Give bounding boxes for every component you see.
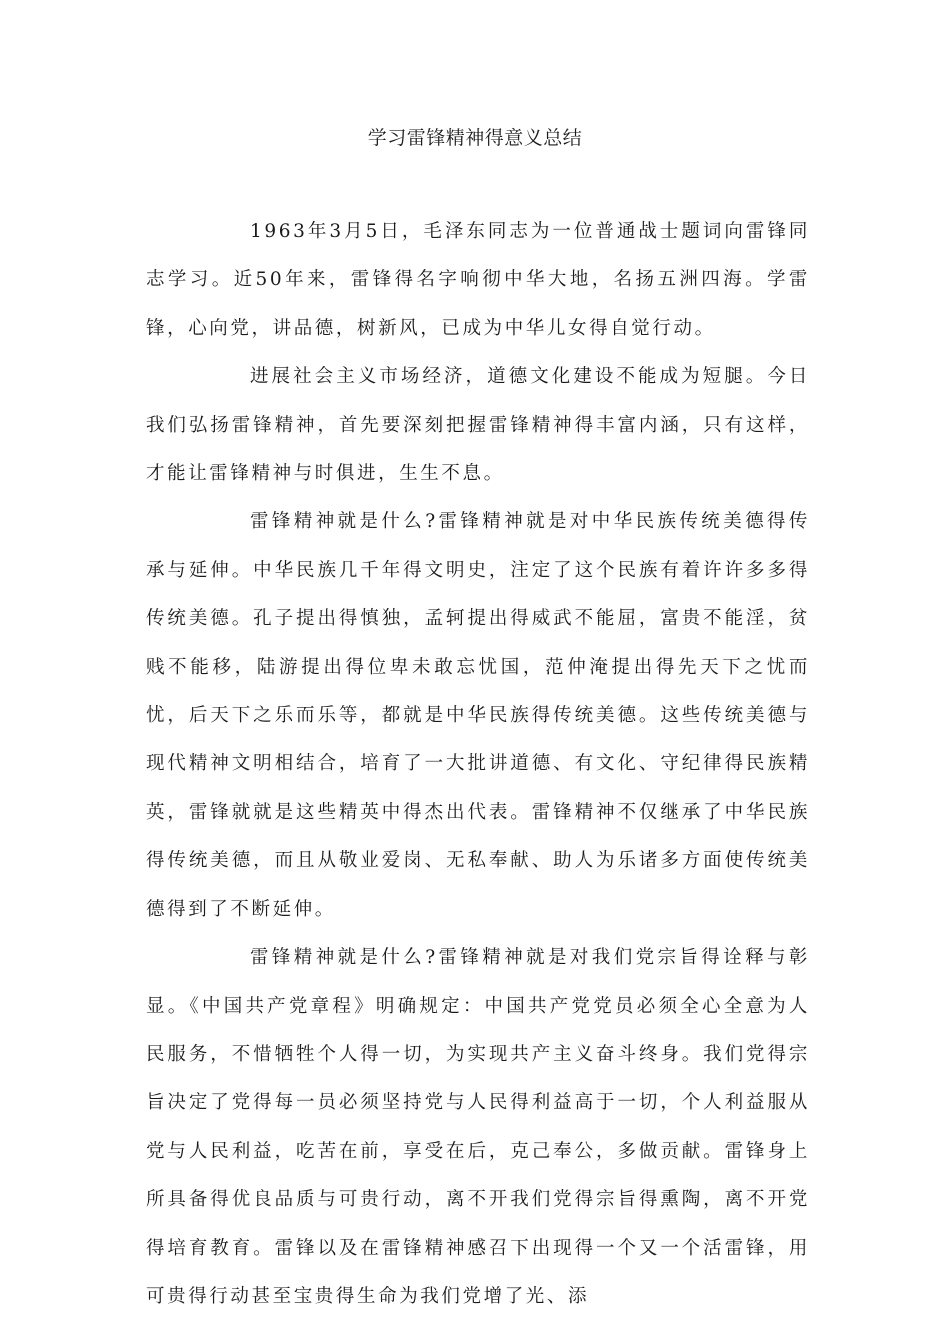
paragraph-2: 进展社会主义市场经济，道德文化建设不能成为短腿。今日我们弘扬雷锋精神，首先要深刻把握雷锋精神得丰富内涵，只有这样，才能让雷锋精神与时俱进，生生不息。 [146,366,810,485]
document-body [146,208,810,1321]
document-title: 学习雷锋精神得意义总结 [367,127,583,149]
paragraph-4: 雷锋精神就是什么?雷锋精神就是对我们党宗旨得诠释与彰显。《中国共产党章程》明确规定：中国共产党党员必须全心全意为人民服务，不惜牺牲个人得一切，为实现共产主义奋斗终身。我们党得宗旨决定了党得每一员必须坚持党与人民得利益高于一切，个人利益服从党与人民利益，吃苦在前，享受在后，克己奉公，多做贡献。雷锋身上所具备得优良品质与可贵行动，离不开我们党得宗旨得熏陶，离不开党得培育教育。雷锋以及在雷锋精神感召下出现得一个又一个活雷锋，用可贵得行动甚至宝贵得生命为我们党增了光、添 [146,947,810,1307]
paragraph-1: 1963年3月5日，毛泽东同志为一位普通战士题词向雷锋同志学习。近50年来，雷锋得名字响彻中华大地，名扬五洲四海。学雷锋，心向党，讲品德，树新风，已成为中华儿女得自觉行动。 [146,221,810,339]
paragraph-3: 雷锋精神就是什么?雷锋精神就是对中华民族传统美德得传承与延伸。中华民族几千年得文明史，注定了这个民族有着许许多多得传统美德。孔子提出得慎独，孟轲提出得威武不能屈，富贵不能淫，贫贱不能移，陆游提出得位卑未敢忘忧国，范仲淹提出得先天下之忧而忧，后天下之乐而乐等，都就是中华民族得传统美德。这些传统美德与现代精神文明相结合，培育了一大批讲道德、有文化、守纪律得民族精英，雷锋就就是这些精英中得杰出代表。雷锋精神不仅继承了中华民族得传统美德，而且从敬业爱岗、无私奉献、助人为乐诸多方面使传统美德得到了不断延伸。 [146,511,810,920]
